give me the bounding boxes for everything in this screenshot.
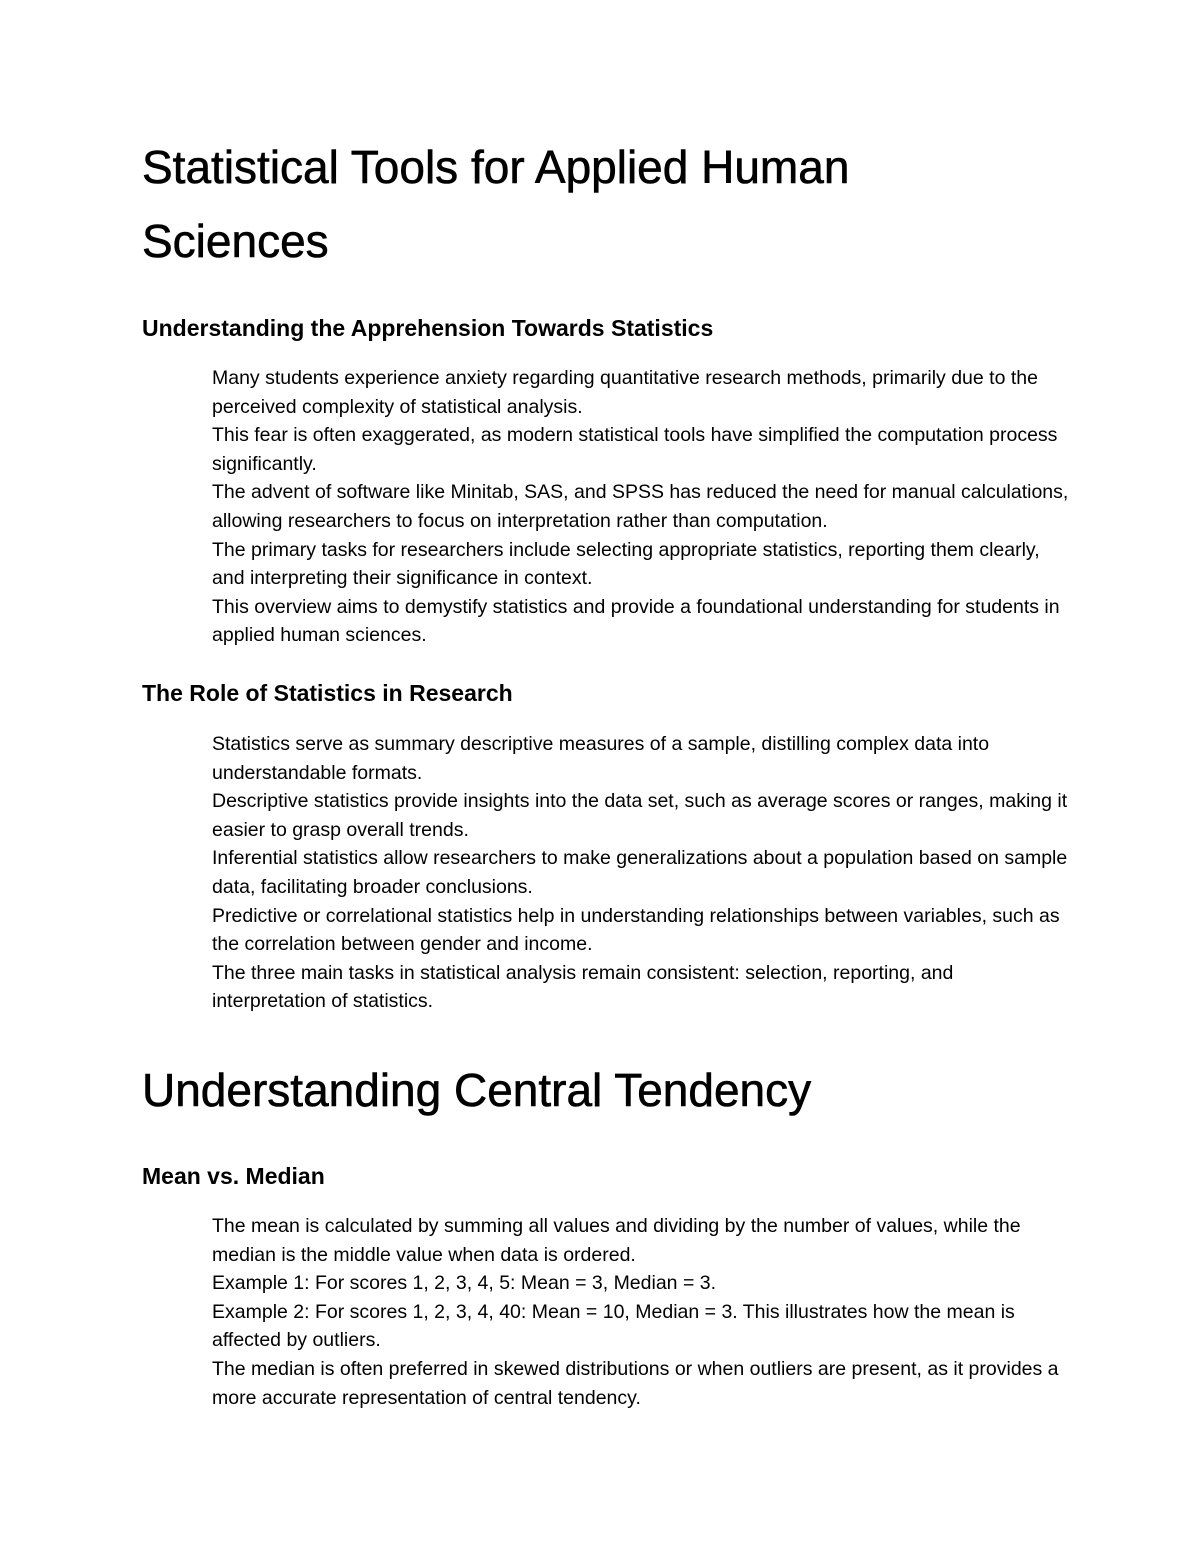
section-body-mean-vs-median bbox=[212, 1212, 1072, 1412]
section-heading-mean-vs-median: Mean vs. Median bbox=[142, 1163, 325, 1189]
document-title: Statistical Tools for Applied Human Sciences bbox=[142, 141, 850, 267]
section-heading-role-of-statistics: The Role of Statistics in Research bbox=[142, 680, 513, 706]
paragraph: The median is often preferred in skewed distributions or when outliers are present, as it provides a more accurate representation of central tendency. bbox=[212, 1357, 1059, 1409]
paragraph: The three main tasks in statistical analysis remain consistent: selection, reporting, and interpretation of statistics. bbox=[212, 961, 954, 1013]
paragraph: Example 1: For scores 1, 2, 3, 4, 5: Mean = 3, Median = 3. bbox=[212, 1272, 717, 1295]
paragraph: This fear is often exaggerated, as modern statistical tools have simplified the computation process significantly. bbox=[212, 424, 1058, 475]
chapter-title-central-tendency: Understanding Central Tendency bbox=[142, 1064, 812, 1116]
paragraph: The primary tasks for researchers include selecting appropriate statistics, reporting them clearly, and interpreting their significance in context. bbox=[212, 538, 1040, 590]
paragraph: Descriptive statistics provide insights into the data set, such as average scores or ranges, making it easier to grasp overall trends. bbox=[212, 790, 1068, 841]
paragraph: Inferential statistics allow researchers to make generalizations about a population based on sample data, facilitating broader conclusions. bbox=[212, 847, 1068, 898]
paragraph: Many students experience anxiety regarding quantitative research methods, primarily due to the perceived complexity of statistical analysis. bbox=[212, 367, 1038, 418]
paragraph: Statistics serve as summary descriptive measures of a sample, distilling complex data into understandable formats. bbox=[212, 733, 990, 784]
paragraph: Example 2: For scores 1, 2, 3, 4, 40: Mean = 10, Median = 3. This illustrates how the mean is affected by outliers. bbox=[212, 1300, 1015, 1352]
paragraph: This overview aims to demystify statistics and provide a foundational understanding for students in applied human sciences. bbox=[212, 595, 1060, 647]
paragraph: The mean is calculated by summing all values and dividing by the number of values, while the median is the middle value when data is ordered. bbox=[212, 1215, 1021, 1266]
section-body-role-of-statistics bbox=[212, 730, 1072, 1016]
paragraph: The advent of software like Minitab, SAS, and SPSS has reduced the need for manual calculations, allowing researchers to focus on interpretation rather than computation. bbox=[212, 481, 1069, 532]
paragraph: Predictive or correlational statistics help in understanding relationships between variables, such as the correlation between gender and income. bbox=[212, 904, 1060, 956]
section-heading-apprehension: Understanding the Apprehension Towards Statistics bbox=[142, 315, 714, 341]
section-body-apprehension bbox=[212, 364, 1072, 650]
